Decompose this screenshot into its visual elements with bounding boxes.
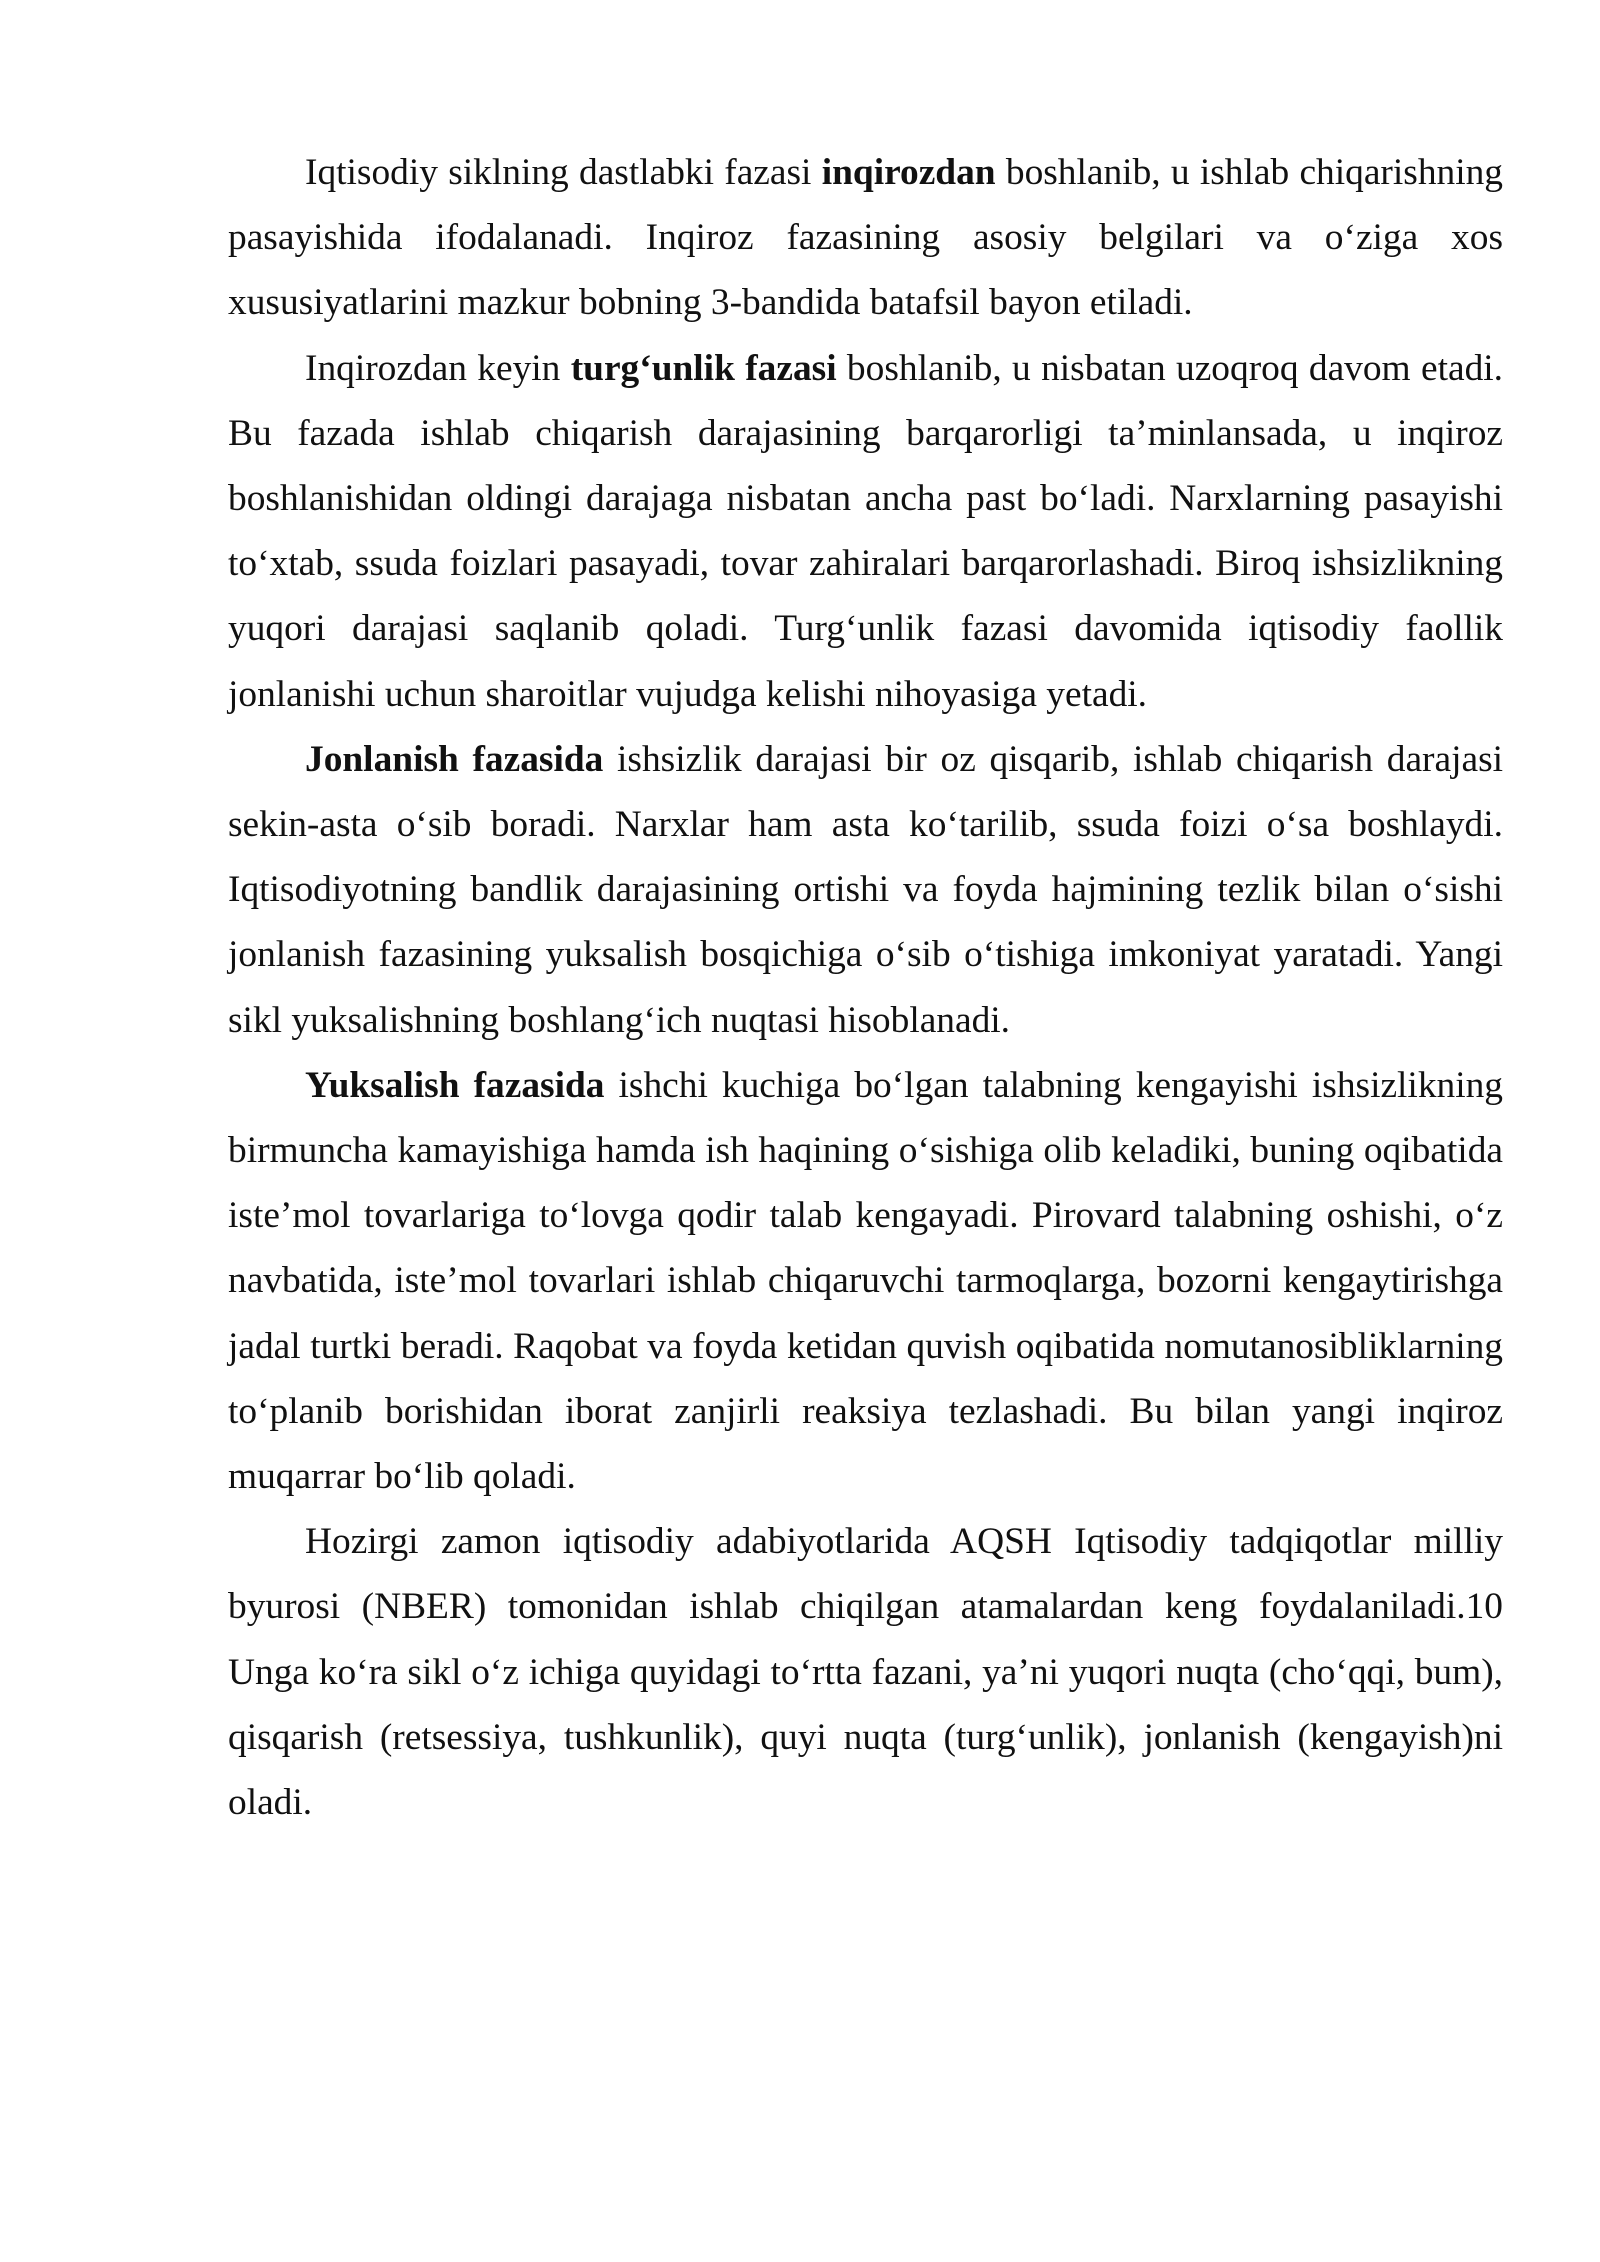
paragraph-text: ishchi kuchiga bo‘lgan talabning kengayishi ishsizlikning birmuncha kamayishiga hamda ish haqining o‘sishiga olib keladiki, buning oqibatida iste’mol tovarlariga to‘lovga qodir talab kengayadi. Pirovard talabning oshishi, o‘z navbatida, iste’mol tovarlari ishlab chiqaruvchi tarmoqlarga, bozorni kengaytirishga jadal turtki beradi. Raqobat va foyda ketidan quvish oqibatida nomutanosibliklarning to‘planib borishidan iborat zanjirli reaksiya tezlashadi. Bu bilan yangi inqiroz muqarrar bo‘lib qoladi. (228, 1064, 1503, 1498)
paragraph-text: boshlanib, u nisbatan uzoqroq davom etadi. Bu fazada ishlab chiqarish darajasining barqarorligi ta’minlansada, u inqiroz boshlanishidan oldingi darajaga nisbatan ancha past bo‘ladi. Narxlarning pasayishi to‘xtab, ssuda foizlari pasayadi, tovar zahiralari barqarorlashadi. Biroq ishsizlikning yuqori darajasi saqlanib qoladi. Turg‘unlik fazasi davomida iqtisodiy faollik jonlanishi uchun sharoitlar vujudga kelishi nihoyasiga yetadi. (228, 347, 1503, 715)
paragraph-crisis-phase (228, 140, 1503, 336)
term-stagnation: turg‘unlik fazasi (570, 347, 837, 389)
paragraph-text: Iqtisodiy siklning dastlabki fazasi (305, 152, 822, 193)
paragraph-stagnation-phase (228, 336, 1503, 727)
term-revival: Jonlanish fazasida (305, 738, 604, 780)
paragraph-text: Inqirozdan keyin (305, 347, 571, 389)
paragraph-text: ishsizlik darajasi bir oz qisqarib, ishlab chiqarish darajasi sekin-asta o‘sib boradi. Narxlar ham asta ko‘tarilib, ssuda foizi o‘sa boshlaydi. Iqtisodiyotning bandlik darajasining ortishi va foyda hajmining tezlik bilan o‘sishi jonlanish fazasining yuksalish bosqichiga o‘sib o‘tishiga imkoniyat yaratadi. Yangi sikl yuksalishning boshlang‘ich nuqtasi hisoblanadi. (228, 738, 1504, 1041)
term-crisis: inqirozdan (821, 152, 996, 193)
paragraph-text: Hozirgi zamon iqtisodiy adabiyotlarida AQSH Iqtisodiy tadqiqotlar milliy byurosi (NBER) tomonidan ishlab chiqilgan atamalardan keng foydalaniladi.10 Unga ko‘ra sikl o‘z ichiga quyidagi to‘rtta fazani, ya’ni yuqori nuqta (cho‘qqi, bum), qisqarish (retsessiya, tushkunlik), quyi nuqta (turg‘unlik), jonlanish (kengayish)ni oladi. (228, 1521, 1503, 1824)
paragraph-boom-phase (228, 1053, 1503, 1509)
paragraph-text: boshlanib, u ishlab chiqarishning pasayishida ifodalanadi. Inqiroz fazasining asosiy belgilari va o‘ziga xos xususiyatlarini mazkur bobning 3-bandida batafsil bayon etiladi. (228, 152, 1503, 324)
term-boom: Yuksalish fazasida (305, 1064, 605, 1106)
paragraph-nber-phases (228, 1509, 1503, 1835)
document-page (228, 140, 1503, 1835)
paragraph-revival-phase (228, 727, 1503, 1053)
